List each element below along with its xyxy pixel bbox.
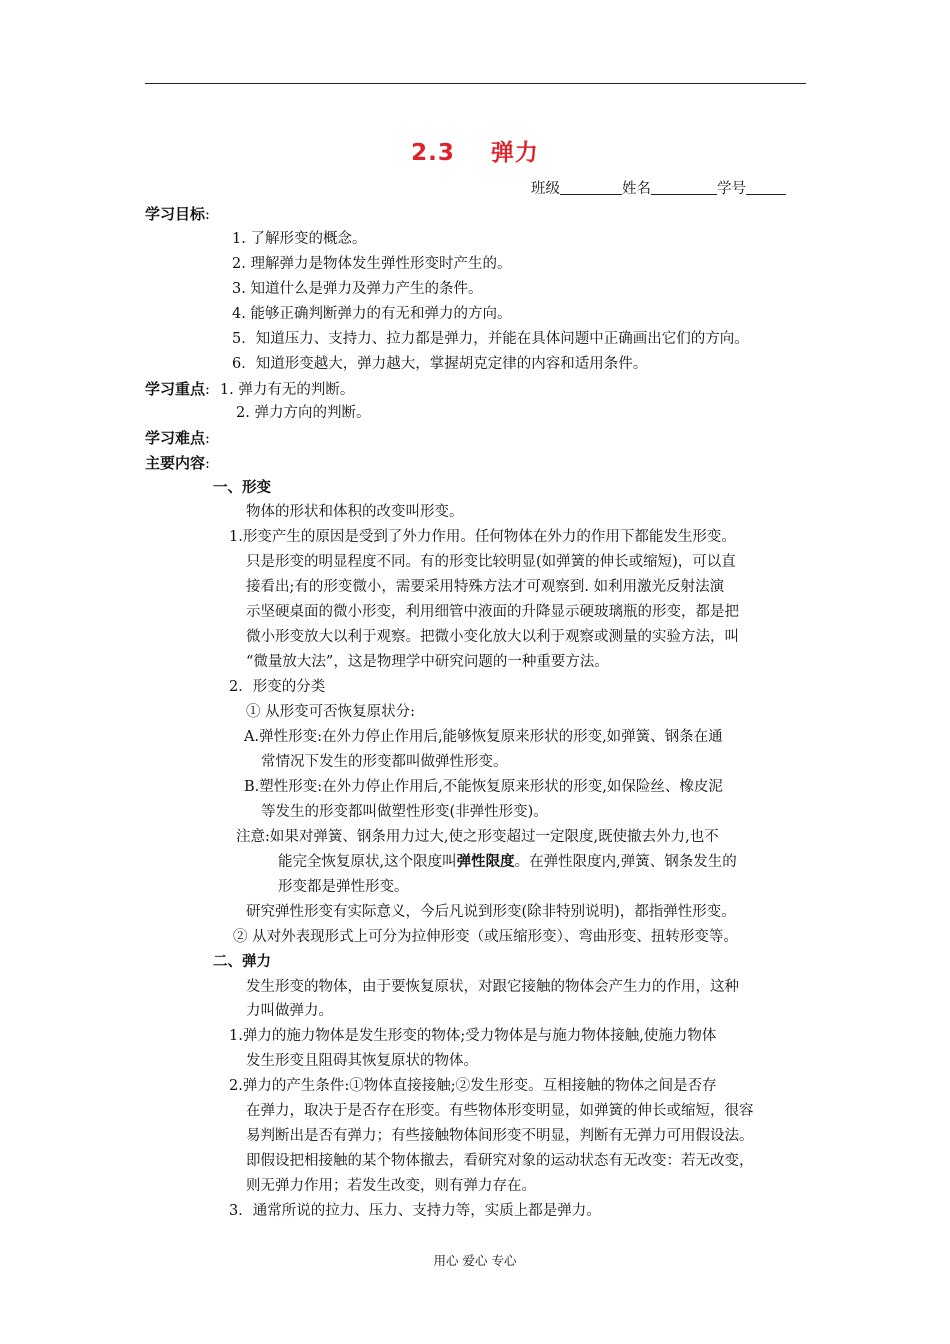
section2-heading: 二、弹力 xyxy=(213,954,271,970)
page-footer: 用心 爱心 专心 xyxy=(433,1253,517,1268)
header-rule xyxy=(145,83,806,84)
paragraph-line: 示坚硬桌面的微小形变，利用细管中液面的升降显示硬玻璃瓶的形变，都是把 xyxy=(246,604,739,620)
paragraph-line: 易判断出是否有弹力；有些接触物体间形变不明显，判断有无弹力可用假设法。 xyxy=(246,1128,754,1144)
colon: : xyxy=(205,456,210,472)
name-blank[interactable] xyxy=(651,180,717,195)
colon: : xyxy=(205,207,210,223)
note-line: 形变都是弹性形变。 xyxy=(278,879,409,895)
student-info xyxy=(531,180,786,198)
page-title xyxy=(0,134,950,167)
paragraph-line: 则无弹力作用；若发生改变，则有弹力存在。 xyxy=(246,1178,536,1194)
difficulties-heading xyxy=(145,429,210,448)
subheading: ① 从形变可否恢复原状分: xyxy=(246,704,415,720)
paragraph-line: B.塑性形变:在外力停止作用后,不能恢复原来形状的形变,如保险丝、橡皮泥 xyxy=(244,779,723,795)
difficulties-label: 学习难点 xyxy=(145,429,206,447)
objectives-heading xyxy=(145,205,210,224)
objective-item: 1. 了解形变的概念。 xyxy=(232,231,367,247)
paragraph-line: 研究弹性形变有实际意义，今后凡说到形变(除非特别说明)，都指弹性形变。 xyxy=(246,904,736,920)
note-line xyxy=(278,853,737,871)
name-label: 姓名 xyxy=(622,181,651,197)
content-heading xyxy=(145,454,210,473)
subheading: 2．形变的分类 xyxy=(229,679,326,695)
objective-item: 4. 能够正确判断弹力的有无和弹力的方向。 xyxy=(232,306,512,322)
paragraph-line: 力叫做弹力。 xyxy=(246,1003,333,1019)
paragraph-line: 1.形变产生的原因是受到了外力作用。任何物体在外力的作用下都能发生形变。 xyxy=(229,529,736,545)
title-text: 弹力 xyxy=(490,140,539,166)
colon: : xyxy=(205,382,210,398)
id-blank[interactable] xyxy=(746,180,786,195)
paragraph-line: 2.弹力的产生条件:①物体直接接触;②发生形变。互相接触的物体之间是否存 xyxy=(229,1078,717,1094)
paragraph-line: 在弹力，取决于是否存在形变。有些物体形变明显，如弹簧的伸长或缩短，很容 xyxy=(246,1103,754,1119)
objective-item: 6．知道形变越大，弹力越大，掌握胡克定律的内容和适用条件。 xyxy=(232,356,648,372)
paragraph-line: 接看出;有的形变微小，需要采用特殊方法才可观察到. 如利用激光反射法演 xyxy=(246,579,725,595)
paragraph-line: 1.弹力的施力物体是发生形变的物体;受力物体是与施力物体接触,使施力物体 xyxy=(229,1028,717,1044)
note-text: 。在弹性限度内,弹簧、钢条发生的 xyxy=(514,854,737,870)
section1-heading: 一、形变 xyxy=(213,480,271,496)
paragraph-line: 3．通常所说的拉力、压力、支持力等，实质上都是弹力。 xyxy=(229,1203,601,1219)
paragraph-line: 发生形变的物体，由于要恢复原状，对跟它接触的物体会产生力的作用，这种 xyxy=(246,979,739,995)
note-line: 注意:如果对弹簧、钢条用力过大,使之形变超过一定限度,既使撤去外力,也不 xyxy=(236,829,719,845)
key-point-item: 1. 弹力有无的判断。 xyxy=(219,382,355,398)
objectives-label: 学习目标 xyxy=(145,205,206,223)
paragraph-line: 即假设把相接触的某个物体撤去，看研究对象的运动状态有无改变：若无改变， xyxy=(246,1153,754,1169)
objective-item: 5．知道压力、支持力、拉力都是弹力，并能在具体问题中正确画出它们的方向。 xyxy=(232,331,749,347)
subheading: ② 从对外表现形式上可分为拉伸形变（或压缩形变）、弯曲形变、扭转形变等。 xyxy=(233,929,738,945)
paragraph-line: 发生形变且阻碍其恢复原状的物体。 xyxy=(246,1053,478,1069)
objective-item: 2. 理解弹力是物体发生弹性形变时产生的。 xyxy=(232,256,512,272)
objective-item: 3. 知道什么是弹力及弹力产生的条件。 xyxy=(232,281,483,297)
note-text: 能完全恢复原状,这个限度叫 xyxy=(278,854,457,870)
paragraph-line: 只是形变的明显程度不同。有的形变比较明显(如弹簧的伸长或缩短)，可以直 xyxy=(246,554,736,570)
colon: : xyxy=(205,431,210,447)
class-blank[interactable] xyxy=(560,180,622,195)
section1-definition: 物体的形状和体积的改变叫形变。 xyxy=(246,504,464,520)
class-label: 班级 xyxy=(531,181,560,197)
key-points-heading xyxy=(145,380,354,399)
key-points-label: 学习重点 xyxy=(145,380,206,398)
id-label: 学号 xyxy=(717,181,746,197)
paragraph-line: 常情况下发生的形变都叫做弹性形变。 xyxy=(261,754,508,770)
title-number: 2.3 xyxy=(411,140,455,166)
key-point-item: 2. 弹力方向的判断。 xyxy=(236,405,371,421)
elastic-limit-term: 弹性限度 xyxy=(456,854,515,870)
content-label: 主要内容 xyxy=(145,454,206,472)
paragraph-line: 微小形变放大以利于观察。把微小变化放大以利于观察或测量的实验方法，叫 xyxy=(246,629,739,645)
paragraph-line: A.弹性形变:在外力停止作用后,能够恢复原来形状的形变,如弹簧、钢条在通 xyxy=(244,729,723,745)
paragraph-line: 等发生的形变都叫做塑性形变(非弹性形变)。 xyxy=(261,804,548,820)
paragraph-line: “微量放大法”，这是物理学中研究问题的一种重要方法。 xyxy=(246,654,609,670)
